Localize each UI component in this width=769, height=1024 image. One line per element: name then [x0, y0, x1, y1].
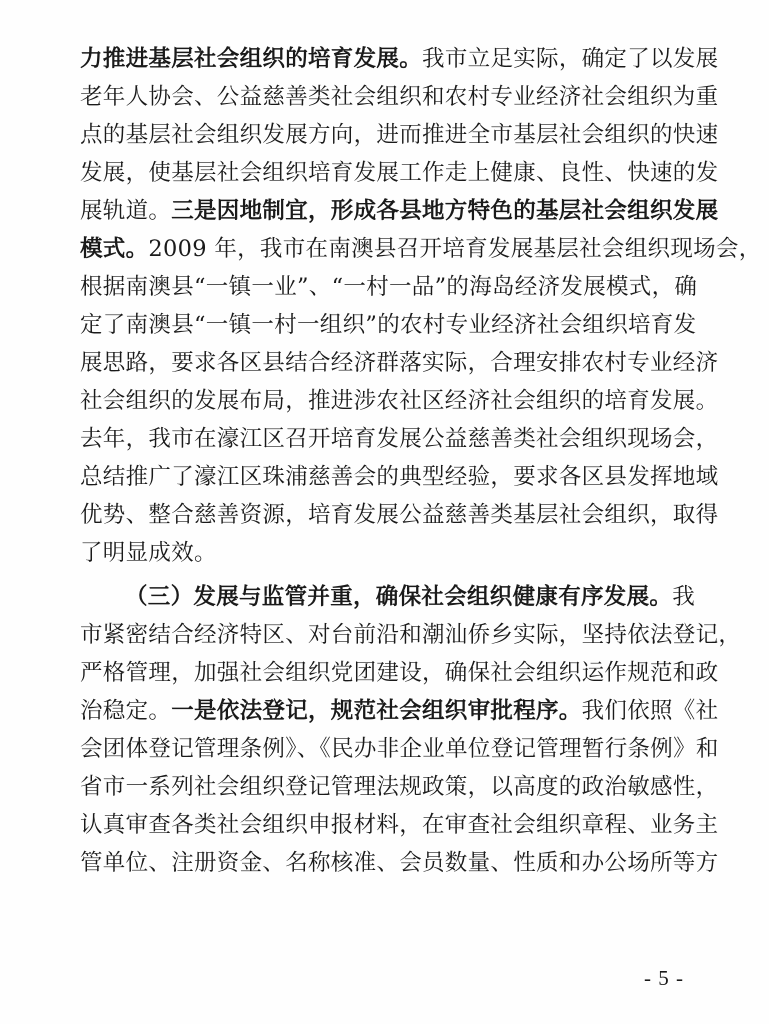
- text-segment: 定了南澳县“一镇一村一组织”的农村专业经济社会组织培育发: [80, 312, 697, 338]
- text-line: [80, 344, 719, 382]
- text-segment: 展轨道。: [80, 198, 172, 224]
- text-line: [80, 458, 719, 496]
- text-segment: 会团体登记管理条例》、《民办非企业单位登记管理暂行条例》和: [80, 736, 719, 762]
- bold-text-segment: 模式。: [80, 236, 149, 262]
- body-text: [80, 40, 762, 882]
- text-segment: 治稳定。: [80, 698, 172, 724]
- paragraph-1: [80, 40, 762, 572]
- text-line: [80, 154, 719, 192]
- text-line: [80, 654, 719, 692]
- text-line: [80, 534, 692, 572]
- text-segment: 总结推广了濠江区珠浦慈善会的典型经验，要求各区县发挥地域: [80, 464, 719, 490]
- text-segment: 我们依照《社: [581, 698, 719, 724]
- text-line: [80, 268, 698, 306]
- text-line: [80, 78, 719, 116]
- text-line: [80, 844, 719, 882]
- text-segment: 认真审查各类社会组织申报材料，在审查社会组织章程、业务主: [80, 812, 719, 838]
- text-segment: 根据南澳县“一镇一业”、“一村一品”的海岛经济发展模式，确: [80, 274, 698, 300]
- text-segment: 了明显成效。: [80, 540, 217, 566]
- text-segment: 发展，使基层社会组织培育发展工作走上健康、良性、快速的发: [80, 160, 719, 186]
- text-line: [80, 40, 719, 78]
- text-segment: 严格管理，加强社会组织党团建设，确保社会组织运作规范和政: [80, 660, 719, 686]
- text-segment: 老年人协会、公益慈善类社会组织和农村专业经济社会组织为重: [80, 84, 719, 110]
- text-segment: 管单位、注册资金、名称核准、会员数量、性质和办公场所等方: [80, 850, 719, 876]
- text-line: [80, 420, 719, 458]
- bold-text-segment: （三）发展与监管并重，确保社会组织健康有序发展。: [125, 584, 673, 610]
- text-line: [80, 306, 697, 344]
- text-line: [80, 806, 719, 844]
- text-segment: 点的基层社会组织发展方向，进而推进全市基层社会组织的快速: [80, 122, 719, 148]
- text-segment: 市紧密结合经济特区、对台前沿和潮汕侨乡实际，坚持依法登记，: [80, 622, 742, 648]
- text-segment: 省市一系列社会组织登记管理法规政策，以高度的政治敏感性，: [80, 774, 719, 800]
- paragraph-2: [80, 578, 742, 882]
- text-segment: 我市立足实际，确定了以发展: [422, 46, 719, 72]
- text-line: [80, 382, 719, 420]
- text-segment: 2009 年，我市在南澳县召开培育发展基层社会组织现场会，: [148, 236, 762, 262]
- text-segment: 社会组织的发展布局，推进涉农社区经济社会组织的培育发展。: [80, 388, 719, 414]
- text-line: [80, 116, 719, 154]
- bold-text-segment: 力推进基层社会组织的培育发展。: [80, 46, 423, 72]
- text-segment: 优势、整合慈善资源，培育发展公益慈善类基层社会组织，取得: [80, 502, 719, 528]
- text-segment: 去年，我市在濠江区召开培育发展公益慈善类社会组织现场会，: [80, 426, 719, 452]
- text-line: [80, 616, 742, 654]
- text-line: [80, 730, 719, 768]
- text-line: [80, 692, 719, 730]
- bold-text-segment: 一是依法登记，规范社会组织审批程序。: [171, 698, 582, 724]
- text-line: [80, 578, 696, 616]
- page-number: - 5 -: [644, 966, 684, 990]
- bold-text-segment: 三是因地制宜，形成各县地方特色的基层社会组织发展: [171, 198, 719, 224]
- text-line: [80, 230, 762, 268]
- text-line: [80, 192, 719, 230]
- text-segment: 我: [672, 584, 696, 610]
- text-segment: 展思路，要求各区县结合经济群落实际，合理安排农村专业经济: [80, 350, 719, 376]
- text-line: [80, 768, 719, 806]
- text-line: [80, 496, 719, 534]
